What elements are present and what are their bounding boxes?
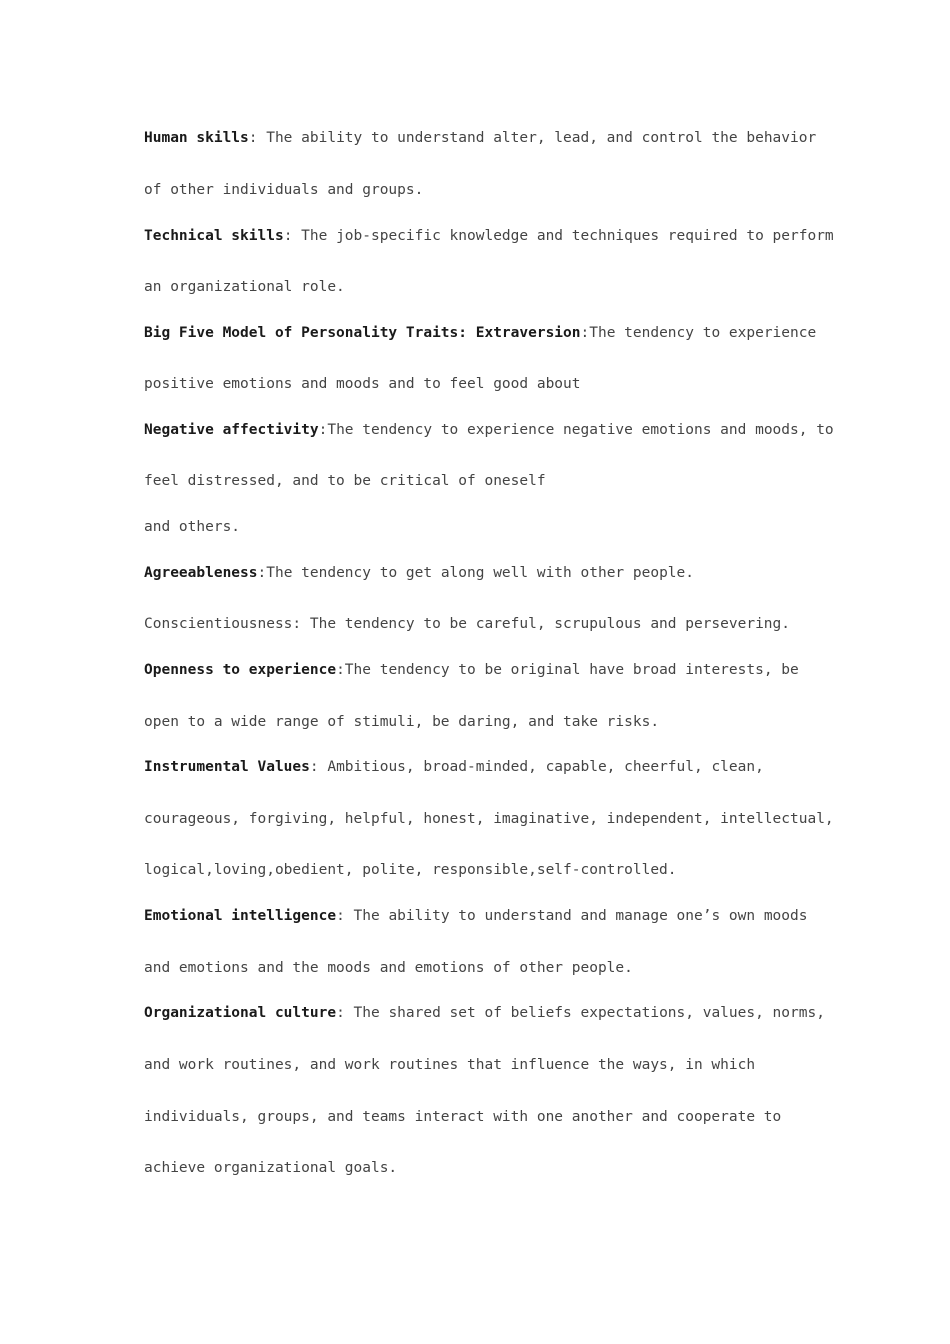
entry-technical-skills-line-1 bbox=[144, 226, 834, 246]
definition-text: open to a wide range of stimuli, be daring, and take risks. bbox=[144, 714, 660, 730]
term-label: Agreeableness bbox=[144, 565, 258, 581]
term-label: Human skills bbox=[144, 130, 249, 146]
definition-text: and emotions and the moods and emotions of other people. bbox=[144, 960, 633, 976]
term-label: Negative affectivity bbox=[144, 422, 319, 438]
term-label: Technical skills bbox=[144, 228, 284, 244]
definition-text: :The tendency to get along well with other people. bbox=[257, 565, 694, 581]
entry-openness-line-2 bbox=[144, 712, 659, 732]
entry-organizational-culture-line-2 bbox=[144, 1055, 755, 1075]
entry-human-skills-line-2 bbox=[144, 180, 423, 200]
term-label: Organizational culture bbox=[144, 1005, 337, 1021]
entry-negative-affectivity-line-2 bbox=[144, 471, 546, 491]
definition-text: courageous, forgiving, helpful, honest, imaginative, independent, intellectual, bbox=[144, 811, 834, 827]
definition-text: individuals, groups, and teams interact with one another and cooperate to bbox=[144, 1109, 782, 1125]
definition-text: Conscientiousness: The tendency to be careful, scrupulous and persevering. bbox=[144, 616, 791, 632]
definition-text: : The ability to understand and manage one’s own moods bbox=[336, 908, 808, 924]
entry-instrumental-values-line-3 bbox=[144, 860, 677, 880]
definition-text: of other individuals and groups. bbox=[144, 182, 424, 198]
definition-text: : The shared set of beliefs expectations, values, norms, bbox=[336, 1005, 825, 1021]
definition-text: an organizational role. bbox=[144, 279, 345, 295]
definition-text: and others. bbox=[144, 519, 241, 535]
definition-text: :The tendency to experience bbox=[580, 325, 817, 341]
entry-instrumental-values-line-1 bbox=[144, 757, 764, 777]
entry-instrumental-values-line-2 bbox=[144, 809, 834, 829]
definition-text: achieve organizational goals. bbox=[144, 1160, 398, 1176]
definition-text: :The tendency to experience negative emotions and moods, to bbox=[318, 422, 834, 438]
entry-organizational-culture-line-1 bbox=[144, 1003, 825, 1023]
definition-text: logical,loving,obedient, polite, responsible,self-controlled. bbox=[144, 862, 677, 878]
term-label: Openness to experience bbox=[144, 662, 337, 678]
entry-organizational-culture-line-4 bbox=[144, 1158, 397, 1178]
definition-text: and work routines, and work routines that influence the ways, in which bbox=[144, 1057, 756, 1073]
entry-organizational-culture-line-3 bbox=[144, 1107, 781, 1127]
entry-conscientiousness-line-1 bbox=[144, 614, 790, 634]
entry-extraversion-line-2 bbox=[144, 374, 581, 394]
entry-extraversion-line-1 bbox=[144, 323, 816, 343]
definition-text: : The ability to understand alter, lead, and control the behavior bbox=[248, 130, 817, 146]
definition-text: feel distressed, and to be critical of oneself bbox=[144, 473, 546, 489]
entry-human-skills-line-1 bbox=[144, 128, 816, 148]
definition-text: positive emotions and moods and to feel good about bbox=[144, 376, 581, 392]
entry-negative-affectivity-line-1 bbox=[144, 420, 834, 440]
definition-text: : The job-specific knowledge and techniques required to perform bbox=[283, 228, 834, 244]
entry-openness-line-1 bbox=[144, 660, 799, 680]
definition-text: : Ambitious, broad-minded, capable, cheerful, clean, bbox=[309, 759, 764, 775]
entry-emotional-intelligence-line-2 bbox=[144, 958, 633, 978]
entry-emotional-intelligence-line-1 bbox=[144, 906, 807, 926]
entry-technical-skills-line-2 bbox=[144, 277, 345, 297]
entry-negative-affectivity-line-3 bbox=[144, 517, 240, 537]
term-label: Instrumental Values bbox=[144, 759, 310, 775]
definition-text: :The tendency to be original have broad interests, be bbox=[336, 662, 799, 678]
entry-agreeableness-line-1 bbox=[144, 563, 694, 583]
term-label: Emotional intelligence bbox=[144, 908, 337, 924]
term-label: Big Five Model of Personality Traits: Extraversion bbox=[144, 325, 581, 341]
